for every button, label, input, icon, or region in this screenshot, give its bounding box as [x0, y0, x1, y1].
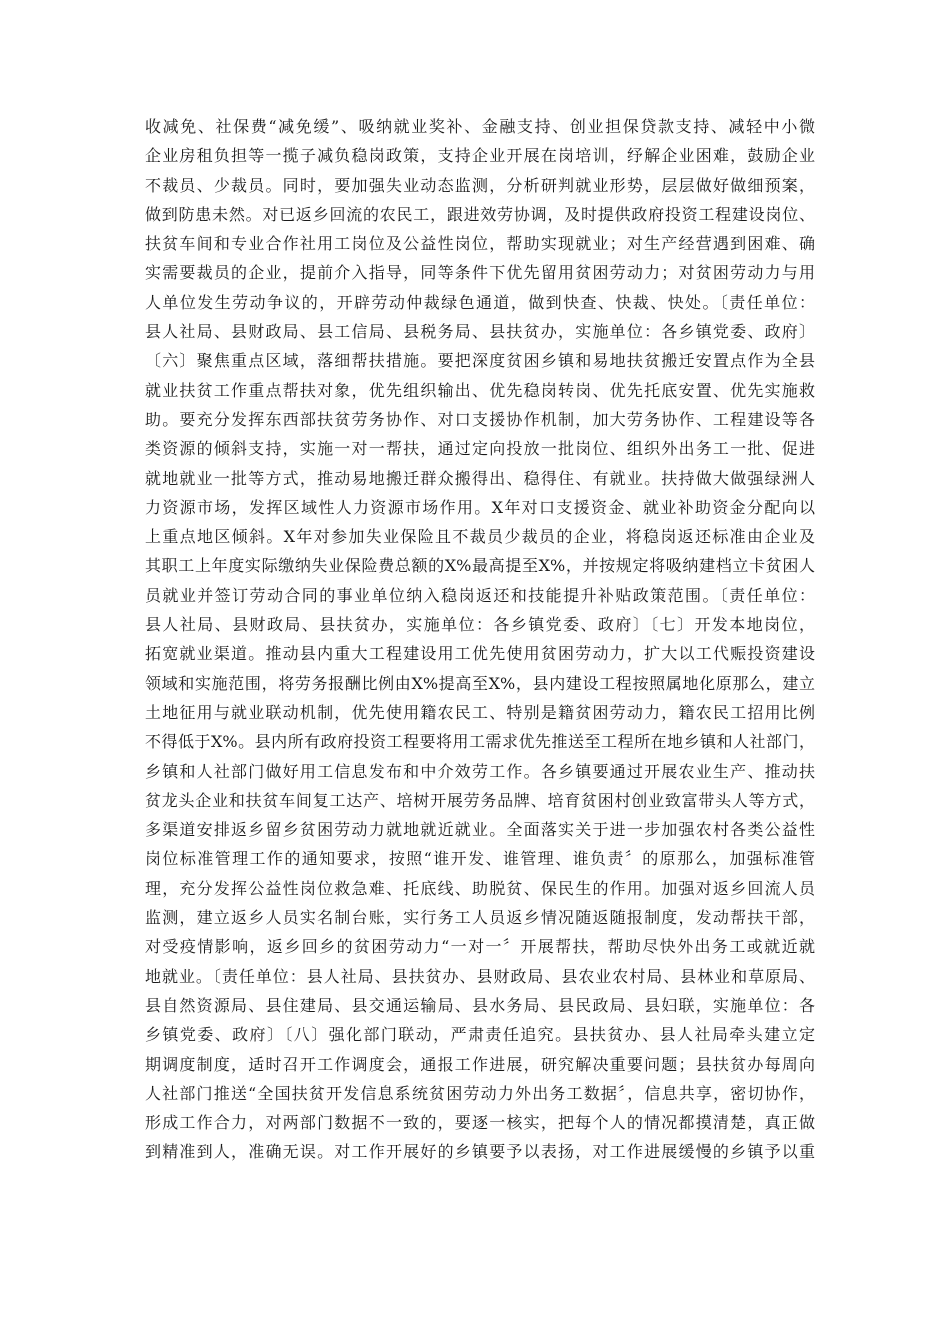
text-line: 县自然资源局、县住建局、县交通运输局、县水务局、县民政局、县妇联，实施单位：各 [145, 995, 815, 1015]
text-line: 理，充分发挥公益性岗位救急难、托底线、助脱贫、保民生的作用。加强对返乡回流人员 [145, 878, 815, 898]
text-line: 期调度制度，适时召开工作调度会，通报工作进展，研究解决重要问题；县扶贫办每周向 [145, 1054, 815, 1074]
text-line: 领域和实施范围，将劳务报酬比例由X%提高至X%，县内建设工程按照属地化原那么，建立 [145, 673, 815, 693]
text-line: 贫龙头企业和扶贫车间复工达产、培树开展劳务品牌、培育贫困村创业致富带头人等方式， [145, 790, 815, 810]
text-line: 其职工上年度实际缴纳失业保险费总额的X%最高提至X%，并按规定将吸纳建档立卡贫困人 [145, 556, 815, 576]
text-line: 实需要裁员的企业，提前介入指导，同等条件下优先留用贫困劳动力；对贫困劳动力与用 [145, 263, 815, 283]
text-line: 类资源的倾斜支持，实施一对一帮扶，通过定向投放一批岗位、组织外出务工一批、促进 [145, 439, 815, 459]
text-line: 就地就业一批等方式，推动易地搬迁群众搬得出、稳得住、有就业。扶持做大做强绿洲人 [145, 468, 815, 488]
text-line: 县人社局、县财政局、县扶贫办，实施单位：各乡镇党委、政府〕〔七〕开发本地岗位， [145, 615, 815, 635]
text-line: 地就业。〔责任单位：县人社局、县扶贫办、县财政局、县农业农村局、县林业和草原局、 [145, 966, 815, 986]
text-line: 乡镇和人社部门做好用工信息发布和中介效劳工作。各乡镇要通过开展农业生产、推动扶 [145, 761, 815, 781]
text-line: 乡镇党委、政府〕〔八〕强化部门联动，严肃责任追究。县扶贫办、县人社局牵头建立定 [145, 1025, 815, 1045]
text-line: 到精准到人，准确无误。对工作开展好的乡镇要予以表扬，对工作进展缓慢的乡镇予以重 [145, 1142, 815, 1162]
text-line: 助。要充分发挥东西部扶贫劳务协作、对口支援协作机制，加大劳务协作、工程建设等各 [145, 409, 815, 429]
text-line: 就业扶贫工作重点帮扶对象，优先组织输出、优先稳岗转岗、优先托底安置、优先实施救 [145, 380, 815, 400]
text-line: 县人社局、县财政局、县工信局、县税务局、县扶贫办，实施单位：各乡镇党委、政府〕 [145, 322, 815, 342]
text-line: 〔六〕聚焦重点区域，落细帮扶措施。要把深度贫困乡镇和易地扶贫搬迁安置点作为全县 [145, 351, 815, 371]
text-line: 扶贫车间和专业合作社用工岗位及公益性岗位，帮助实现就业；对生产经营遇到困难、确 [145, 234, 815, 254]
text-line: 力资源市场，发挥区域性人力资源市场作用。X年对口支援资金、就业补助资金分配向以 [145, 497, 815, 517]
text-line: 拓宽就业渠道。推动县内重大工程建设用工优先使用贫困劳动力，扩大以工代赈投资建设 [145, 644, 815, 664]
text-line: 不得低于X%。县内所有政府投资工程要将用工需求优先推送至工程所在地乡镇和人社部门， [145, 732, 815, 752]
text-line: 人社部门推送“全国扶贫开发信息系统贫困劳动力外出务工数据〞，信息共享，密切协作， [145, 1083, 815, 1103]
text-line: 形成工作合力，对两部门数据不一致的，要逐一核实，把每个人的情况都摸清楚，真正做 [145, 1113, 815, 1133]
body-text [145, 112, 815, 1167]
text-line: 土地征用与就业联动机制，优先使用籍农民工、特别是籍贫困劳动力，籍农民工招用比例 [145, 702, 815, 722]
text-line: 员就业并签订劳动合同的事业单位纳入稳岗返还和技能提升补贴政策范围。〔责任单位： [145, 585, 815, 605]
text-line: 不裁员、少裁员。同时，要加强失业动态监测，分析研判就业形势，层层做好做细预案， [145, 175, 815, 195]
text-line: 多渠道安排返乡留乡贫困劳动力就地就近就业。全面落实关于进一步加强农村各类公益性 [145, 820, 815, 840]
text-line: 企业房租负担等一揽子减负稳岗政策，支持企业开展在岗培训，纾解企业困难，鼓励企业 [145, 146, 815, 166]
text-line: 收减免、社保费“减免缓”、吸纳就业奖补、金融支持、创业担保贷款支持、减轻中小微 [145, 117, 815, 136]
text-line: 上重点地区倾斜。X年对参加失业保险且不裁员少裁员的企业，将稳岗返还标准由企业及 [145, 527, 815, 547]
text-line: 做到防患未然。对已返乡回流的农民工，跟进效劳协调，及时提供政府投资工程建设岗位、 [145, 204, 815, 224]
text-line: 对受疫情影响，返乡回乡的贫困劳动力“一对一〞开展帮扶，帮助尽快外出务工或就近就 [145, 937, 815, 957]
text-line: 监测，建立返乡人员实名制台账，实行务工人员返乡情况随返随报制度，发动帮扶干部， [145, 908, 815, 928]
text-line: 人单位发生劳动争议的，开辟劳动仲裁绿色通道，做到快查、快裁、快处。〔责任单位： [145, 292, 815, 312]
text-line: 岗位标准管理工作的通知要求，按照“谁开发、谁管理、谁负责〞的原那么，加强标准管 [145, 849, 815, 869]
